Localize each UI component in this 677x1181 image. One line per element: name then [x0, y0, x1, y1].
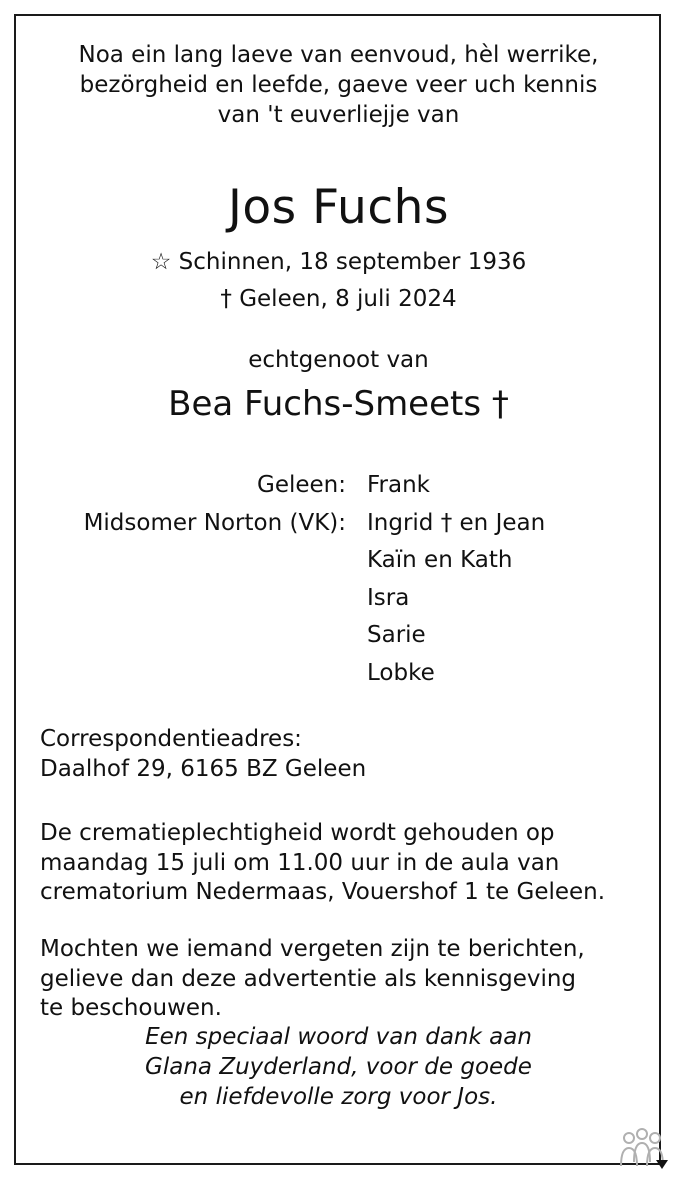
- people-group-icon: [616, 1126, 668, 1172]
- family-member: Frank: [367, 472, 431, 498]
- intro-line: bezörgheid en leefde, gaeve veer uch kennis: [79, 72, 598, 98]
- spouse-name: Bea Fuchs-Smeets †: [168, 384, 509, 424]
- notice-line: te beschouwen.: [40, 995, 222, 1021]
- family-member: Sarie: [367, 622, 426, 648]
- correspondence-block: [40, 725, 650, 784]
- notice-line: gelieve dan deze advertentie als kennisgeving: [40, 965, 577, 992]
- notice-line: Mochten we iemand vergeten zijn te berichten,: [40, 936, 585, 962]
- intro-line: Noa ein lang laeve van eenvoud, hèl werrike,: [78, 42, 599, 68]
- ceremony-line: De crematieplechtigheid wordt gehouden op: [40, 820, 555, 846]
- family-names-list: [367, 467, 657, 692]
- correspondence-label: Correspondentieadres:: [40, 726, 302, 752]
- notice-block: [40, 935, 650, 1024]
- family-member: Isra: [367, 584, 410, 611]
- family-place-midsomer-norton: Midsomer Norton (VK):: [83, 510, 346, 536]
- intro-text: [40, 40, 637, 130]
- ceremony-line: maandag 15 juli om 11.00 uur in de aula van: [40, 849, 560, 876]
- correspondence-address: Daalhof 29, 6165 BZ Geleen: [40, 755, 367, 782]
- down-triangle-icon: [656, 1160, 668, 1169]
- thanks-line: en liefdevolle zorg voor Jos.: [179, 1084, 498, 1110]
- intro-line: van 't euverliejje van: [217, 102, 460, 128]
- ceremony-block: [40, 819, 650, 908]
- thanks-block: [0, 1022, 677, 1112]
- deceased-name: Jos Fuchs: [228, 180, 449, 235]
- life-dates: [0, 244, 677, 318]
- family-member: Lobke: [367, 659, 435, 686]
- family-member: Ingrid † en Jean: [367, 509, 546, 536]
- family-member: Kaïn en Kath: [367, 547, 513, 573]
- ceremony-line: crematorium Nedermaas, Vouershof 1 te Geleen.: [40, 879, 606, 905]
- thanks-line: Een speciaal woord van dank aan: [145, 1024, 532, 1050]
- birth-line: ☆ Schinnen, 18 september 1936: [150, 249, 527, 275]
- death-line: † Geleen, 8 juli 2024: [220, 286, 457, 312]
- spouse-label: echtgenoot van: [248, 347, 429, 373]
- family-place-geleen: Geleen:: [257, 472, 346, 498]
- thanks-line: Glana Zuyderland, voor de goede: [145, 1054, 532, 1080]
